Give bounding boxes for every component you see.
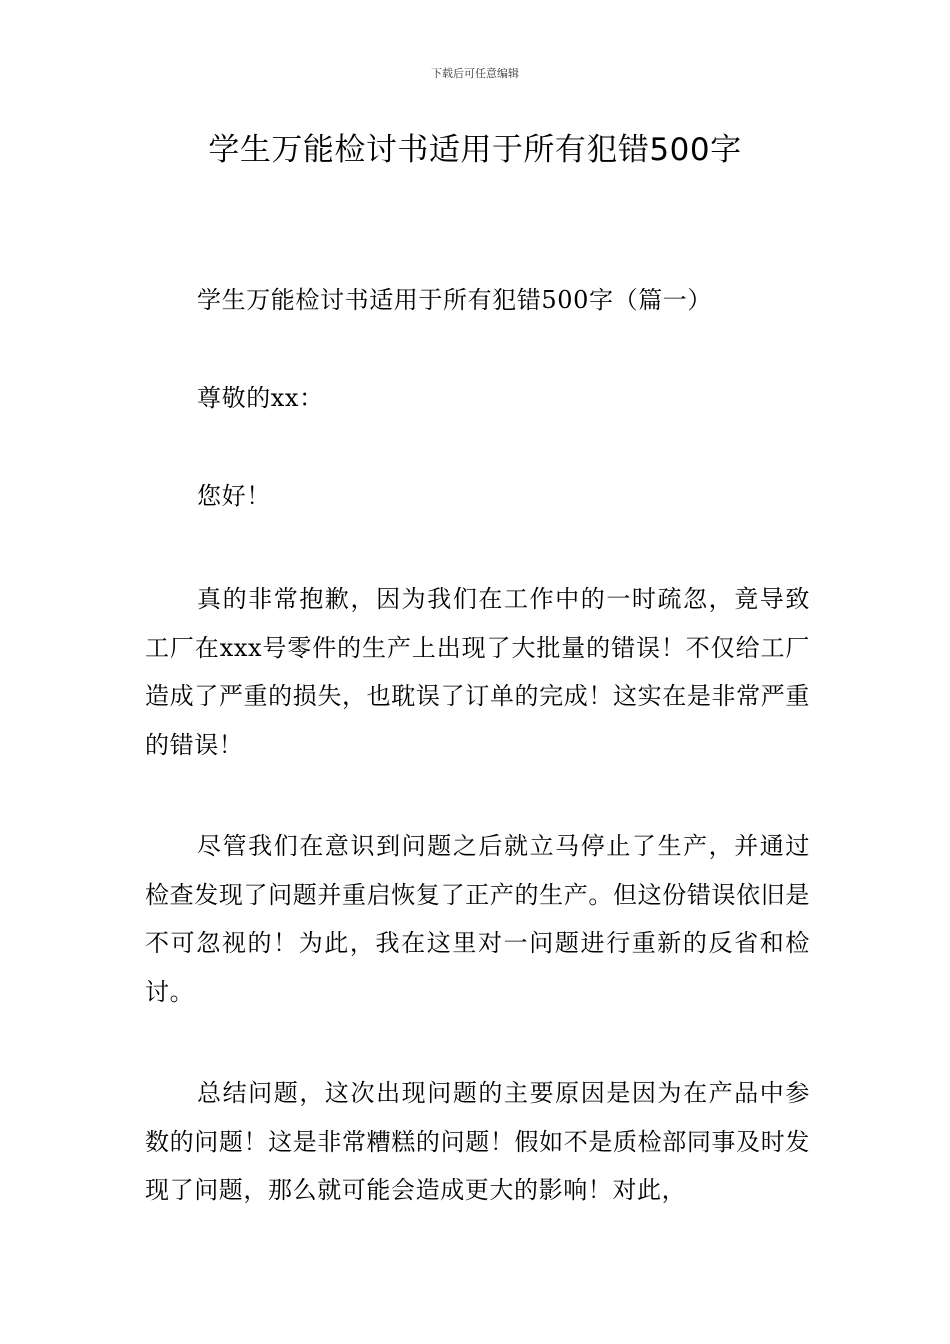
header-note: 下载后可任意编辑 [431, 67, 519, 80]
body-paragraph: 真的非常抱歉，因为我们在工作中的一时疏忽，竟导致工厂在xxx号零件的生产上出现了大批量的错误！不仅给工厂造成了严重的损失，也耽误了订单的完成！这实在是非常严重的错误！ [145, 585, 810, 759]
section-subtitle: 学生万能检讨书适用于所有犯错500字（篇一） [197, 286, 713, 314]
body-paragraph: 尽管我们在意识到问题之后就立马停止了生产，并通过检查发现了问题并重启恢复了正产的生产。但这份错误依旧是不可忽视的！为此，我在这里对一问题进行重新的反省和检讨。 [145, 832, 810, 1006]
body-paragraph: 总结问题，这次出现问题的主要原因是因为在产品中参数的问题！这是非常糟糕的问题！假如不是质检部同事及时发现了问题，那么就可能会造成更大的影响！对此， [145, 1079, 810, 1204]
greeting: 您好！ [197, 482, 271, 510]
salutation: 尊敬的xx： [197, 384, 324, 412]
document-title: 学生万能检讨书适用于所有犯错500字 [208, 132, 742, 168]
